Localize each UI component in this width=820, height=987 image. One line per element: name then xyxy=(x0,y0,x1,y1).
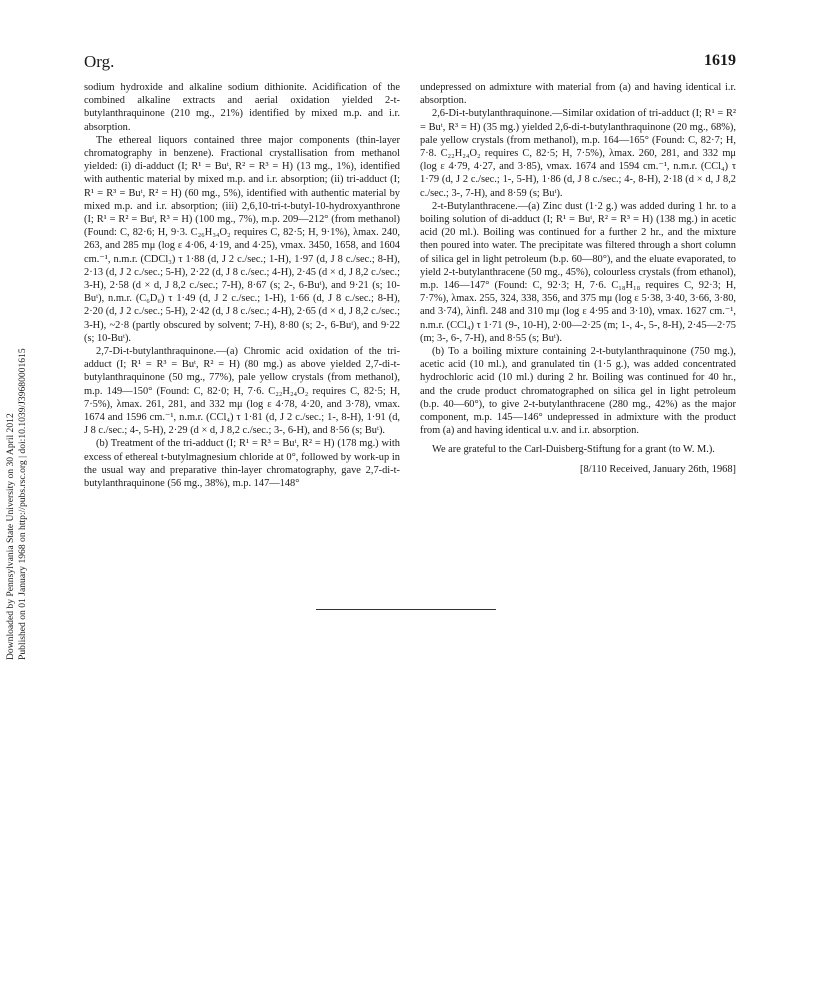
download-notice: Downloaded by Pennsylvania State University on 30 April 2012 xyxy=(5,413,16,660)
journal-name: Org. xyxy=(84,52,115,71)
paragraph: (b) Treatment of the tri-adduct (I; R¹ = R³ = Buᵗ, R² = H) (178 mg.) with excess of ethereal t-butylmagnesium chloride at 0°, followed by work-up in the usual way and preparative thin-layer chromatography, gave 2,7-di-t-butylanthraquinone (56 mg., 38%), m.p. 147—148° xyxy=(84,438,400,490)
paragraph: sodium hydroxide and alkaline sodium dithionite. Acidification of the combined alkaline extracts and aerial oxidation yielded 2-t-butylanthraquinone (210 mg., 21%) identified by mixed m.p. and i.r. absorption. xyxy=(84,82,400,133)
paragraph: undepressed on admixture with material from (a) and having identical i.r. absorption. xyxy=(420,82,736,107)
page-header xyxy=(84,52,736,74)
publication-link[interactable]: Published on 01 January 1968 on http://pubs.rsc.org | doi:10.1039/J39680001615 xyxy=(17,348,28,660)
received-date: [8/110 Received, January 26th, 1968] xyxy=(579,463,736,475)
paragraph: The ethereal liquors contained three major components (thin-layer chromatography in benzene). Fractional crystallisation from methanol yielded: (i) di-adduct (I; R¹ = Buᵗ, R² = R³ = H) (13 mg., 1%), identified with authentic material by mixed m.p. and i.r. absorption; (ii) tri-adduct (I; R¹ = R³ = Buᵗ, R² = H) (60 mg., 5%), identified with authentic material by mixed m.p. and i.r. absorption; (iii) 2,6,10-tri-t-butyl-10-hydroxyanthrone (I; R¹ = R² = Buᵗ, R³ = H) (100 mg., 7%), m.p. 209—212° (from methanol) (Found: C, 82·6; H, 9·3. C₂₆H₃₄O₂ requires C, 82·5; H, 9·1%), λmax. 240, 263, and 285 mμ (log ε 4·06, 4·19, and 4·25), νmax. 3450, 1658, and 1604 cm.⁻¹, n.m.r. (CDCl₃) τ 1·88 (d, J 2 c./sec.; 1-H), 1·97 (d, J 8 c./sec.; 8-H), 2·13 (d, J 2 c./sec.; 5-H), 2·22 (d, J 8 c./sec.; 4-H), 2·45 (d × d, J 8,2 c./sec.; 3-H), 2·58 (d × d, J 8,2 c./sec.; 7-H), 8·67 (s; 2-, 6-Buᵗ), and 9·21 (s; 10-Buᵗ), n.m.r. (C₆D₆) τ 1·49 (d, J 2 c./sec.; 1-H), 1·66 (d, J 8 c./sec.; 8-H), 2·20 (d, J 2 c./sec.; 5-H), 2·42 (d, J 8 c./sec.; 4-H), 2·65 (d × d, J 8,2 c./sec.; 3-H), ~2·8 (partly obscured by solvent; 7-H), 8·80 (s; 2-, 6-Buᵗ), and 9·22 (s; 10-Buᵗ). xyxy=(84,134,400,344)
acknowledgement: We are grateful to the Carl-Duisberg-Stiftung for a grant (to W. M.). xyxy=(432,444,715,456)
right-column xyxy=(420,81,736,476)
paragraph: 2,6-Di-t-butylanthraquinone.—Similar oxidation of tri-adduct (I; R¹ = R² = Buᵗ, R³ = H) (35 mg.) yielded 2,6-di-t-butylanthraquinone (20 mg., 68%), pale yellow crystals (from methanol), m.p. 164—165° (Found: C, 82·7; H, 7·8. C₂₂H₂₄O₂ requires C, 82·5; H, 7·5%), λmax. 260, 281, and 332 mμ (log ε 4·79, 4·27, and 3·85), νmax. 1674 and 1594 cm.⁻¹, n.m.r. (CCl₄) τ 1·79 (d, J 2 c./sec.; 1-, 5-H), 1·86 (d, J 8 c./sec.; 4-, 8-H), 2·18 (d × d, J 8,2 c./sec.; 3-, 7-H), and 8·59 (s; Buᵗ). xyxy=(420,108,736,199)
download-sidebar xyxy=(4,240,30,660)
page-number: 1619 xyxy=(704,52,736,69)
left-column xyxy=(84,81,400,490)
paragraph: 2-t-Butylanthracene.—(a) Zinc dust (1·2 g.) was added during 1 hr. to a boiling solution of di-adduct (I; R¹ = Buᵗ, R² = R³ = H) (138 mg.) in acetic acid (20 ml.). Boiling was continued for a further 2 hr., and the mixture then poured into water. The precipitate was filtered through a short column of silica gel in light petroleum (b.p. 60—80°), and the eluate evaporated, to yield 2-t-butylanthracene (50 mg., 45%), colourless crystals (from ethanol), m.p. 146—147° (Found: C, 92·3; H, 7·6. C₁₈H₁₈ requires C, 92·3; H, 7·7%), λmax. 255, 324, 338, 356, and 375 mμ (log ε 5·38, 3·40, 3·66, 3·80, and 3·74), λinfl. 248 and 310 mμ (log ε 4·95 and 3·10), νmax. 1627 cm.⁻¹, n.m.r. (CCl₄) τ 1·71 (9-, 10-H), 2·00—2·25 (m; 1-, 4-, 5-, 8-H), 2·45—2·75 (m; 3-, 6-, 7-H), and 8·55 (s; Buᵗ). xyxy=(420,200,736,344)
paragraph: (b) To a boiling mixture containing 2-t-butylanthraquinone (750 mg.), acetic acid (10 ml.), and granulated tin (1·5 g.), was added concentrated hydrochloric acid (10 ml.) during 2 hr. Boiling was continued for 40 hr., and the crude product chromatographed on silica gel in light petroleum (b.p. 40—60°), to give 2-t-butylanthracene (280 mg., 42%) as the major component, m.p. 145—146° undepressed in admixture with the product from (a) and having identical u.v. and i.r. absorption. xyxy=(420,346,736,437)
paragraph: 2,7-Di-t-butylanthraquinone.—(a) Chromic acid oxidation of the tri-adduct (I; R¹ = R³ = Buᵗ, R² = H) (80 mg.) as above yielded 2,7-di-t-butylanthraquinone (50 mg., 77%), pale yellow crystals (from methanol), m.p. 149—150° (Found: C, 82·0; H, 7·6. C₂₂H₂₄O₂ requires C, 82·5; H, 7·5%), λmax. 261, 281, and 332 mμ (log ε 4·78, 4·20, and 3·78), νmax. 1674 and 1596 cm.⁻¹, n.m.r. (CCl₄) τ 1·81 (d, J 2 c./sec.; 1-, 8-H), 1·91 (d, J 8 c./sec.; 4-, 5-H), 2·29 (d × d, J 8,2 c./sec.; 3-, 6-H), and 8·56 (s; Buᵗ). xyxy=(84,346,400,437)
footer-divider xyxy=(316,609,496,610)
